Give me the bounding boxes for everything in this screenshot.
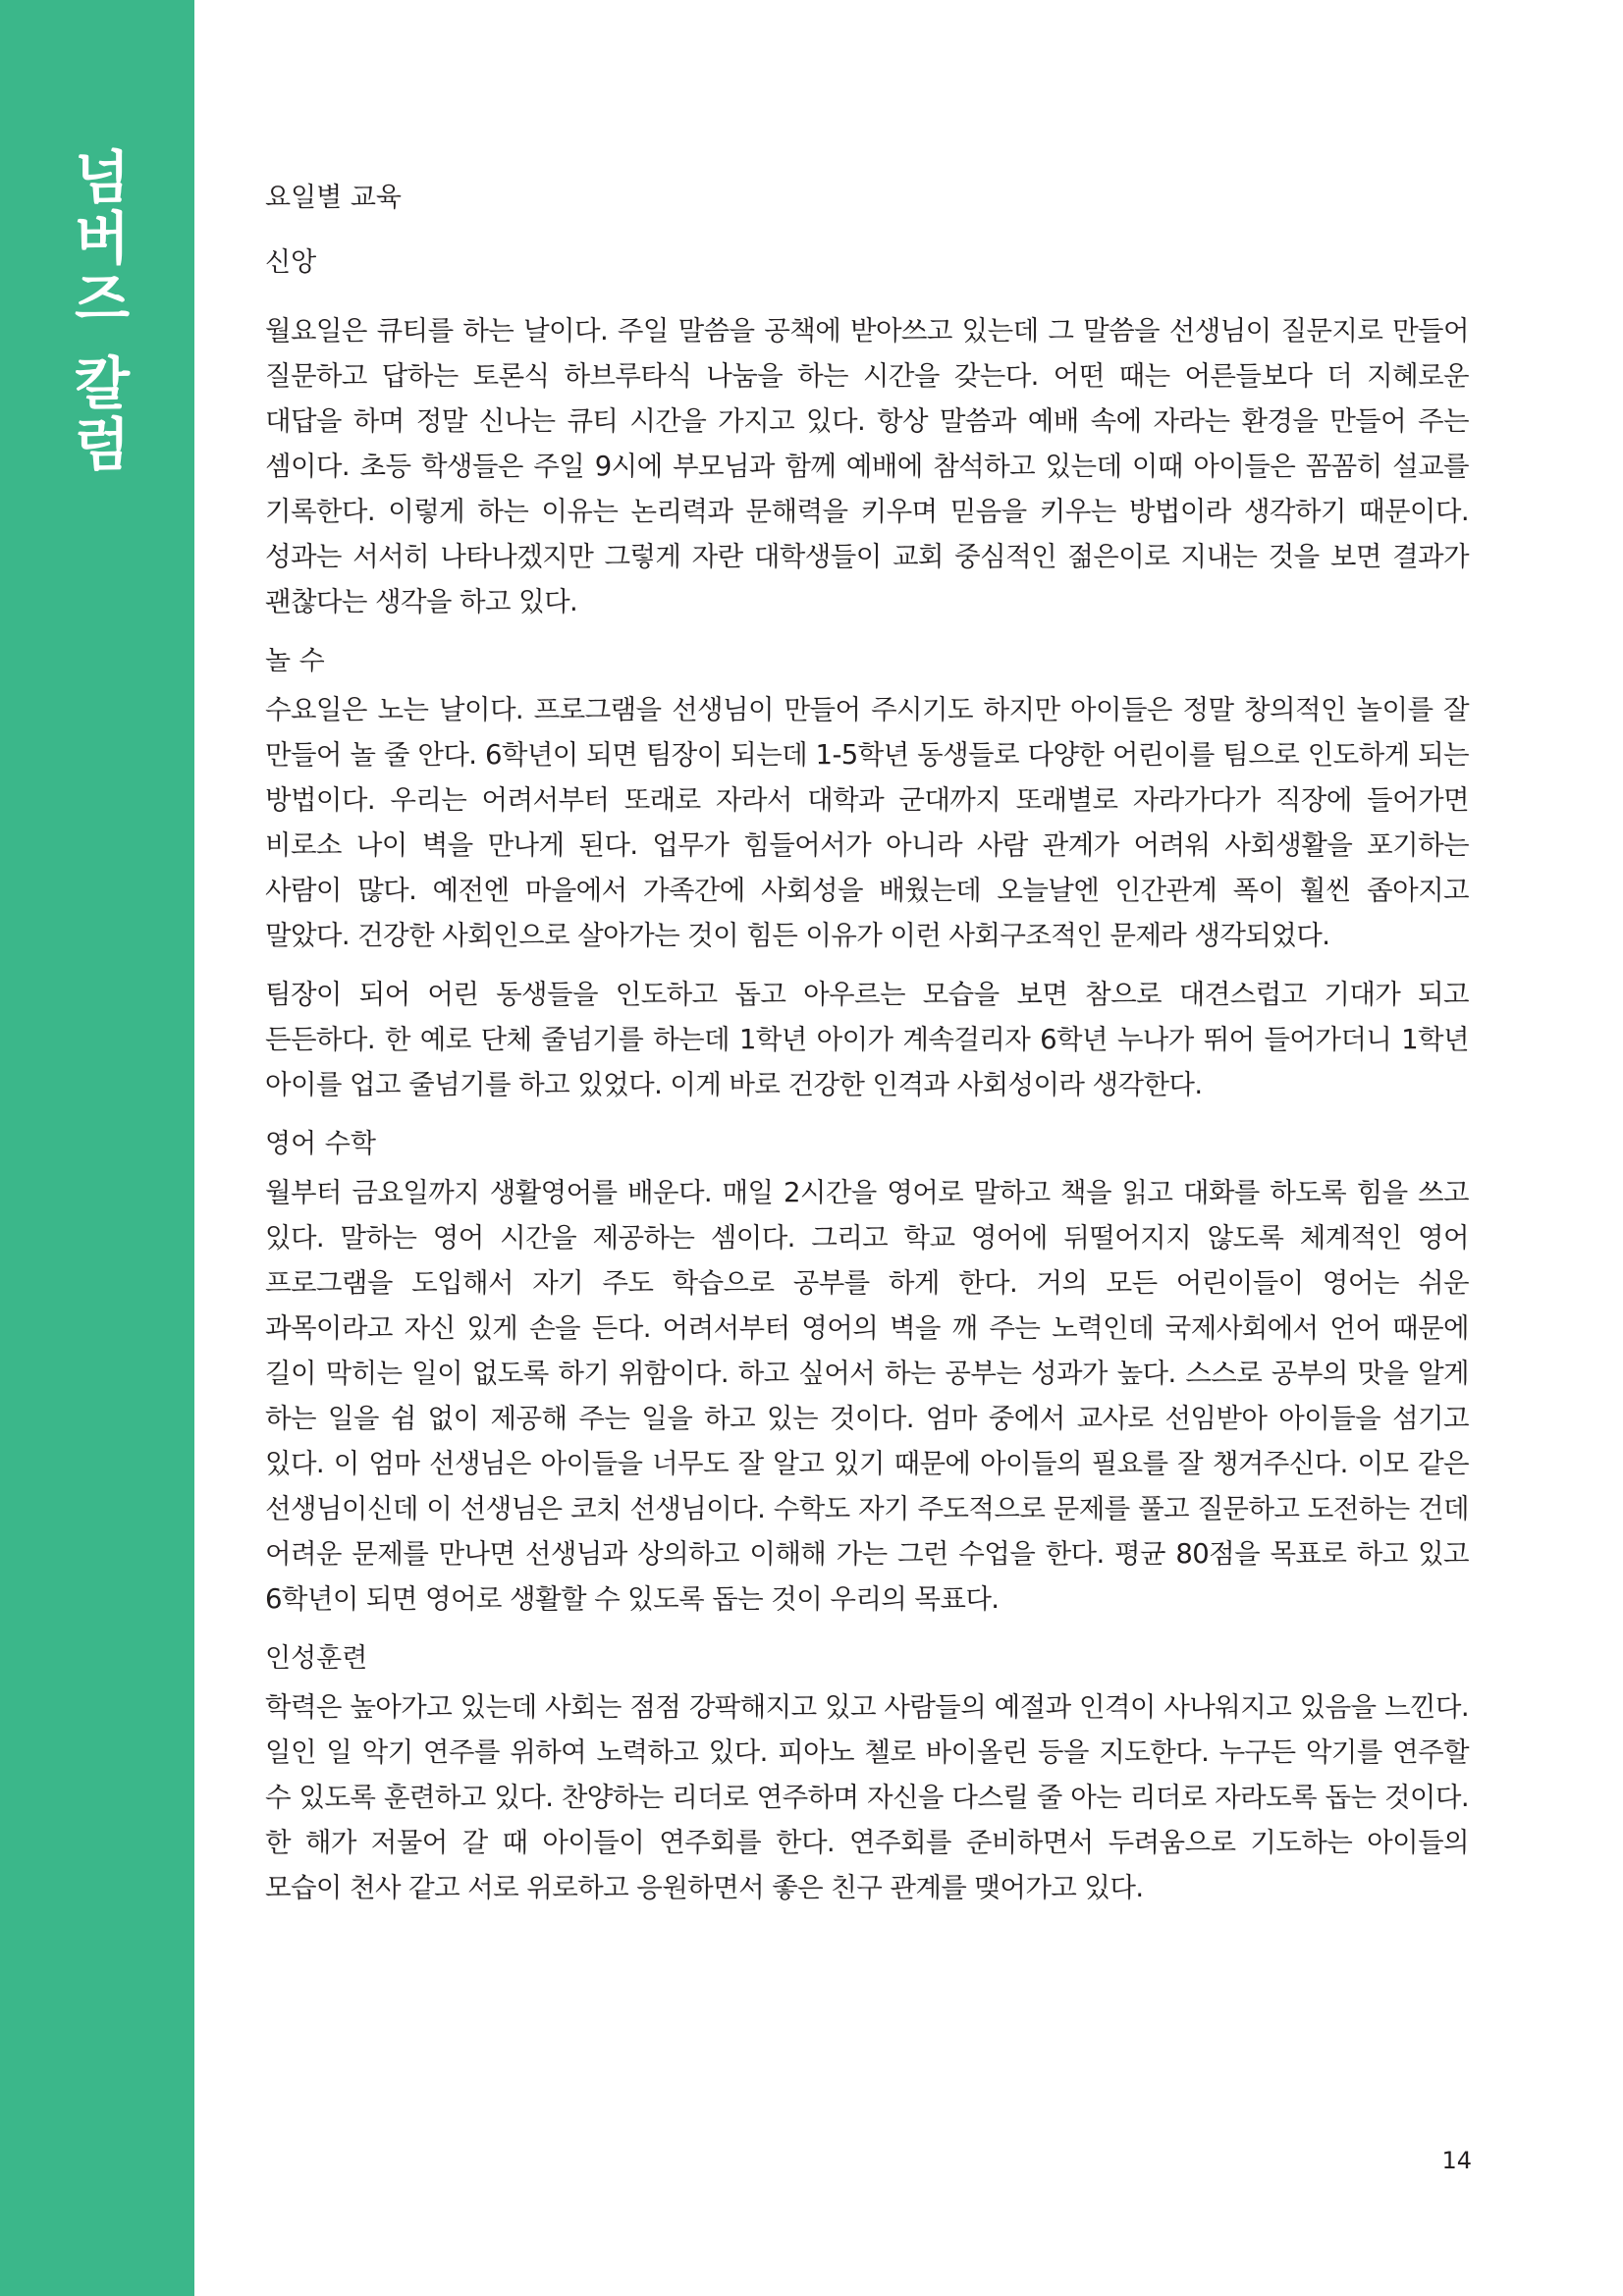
section-heading-play: 놀 수 [265, 646, 325, 676]
paragraph-play-2: 팀장이 되어 어린 동생들을 인도하고 돕고 아우르는 모습을 보면 참으로 대견스럽고 기대가 되고 든든하다. 한 예로 단체 줄넘기를 하는데 1학년 아이가 계속걸리자 6학년 누나가 뛰어 들어가더니 1학년 아이를 업고 줄넘기를 하고 있었다. 이게 바로 건강한 인격과 사회성이라 생각한다. [265, 979, 1469, 1100]
section-heading-english-math: 영어 수학 [265, 1129, 376, 1159]
paragraph-play-1: 수요일은 노는 날이다. 프로그램을 선생님이 만들어 주시기도 하지만 아이들은 정말 창의적인 놀이를 잘 만들어 놀 줄 안다. 6학년이 되면 팀장이 되는데 1-5학년 동생들로 다양한 어린이를 팀으로 인도하게 되는 방법이다. 우리는 어려서부터 또래로 자라서 대학과 군대까지 또래별로 자라가다가 직장에 들어가면 비로소 나이 벽을 만나게 된다. 업무가 힘들어서가 아니라 사람 관계가 어려워 사회생활을 포기하는 사람이 많다. 예전엔 마을에서 가족간에 사회성을 배웠는데 오늘날엔 인간관계 폭이 훨씬 좁아지고 말았다. 건강한 사회인으로 살아가는 것이 힘든 이유가 이런 사회구조적인 문제라 생각되었다. [265, 694, 1469, 951]
page-number: 14 [1441, 2147, 1472, 2174]
sidebar [0, 0, 194, 2296]
paragraph-english-math: 월부터 금요일까지 생활영어를 배운다. 매일 2시간을 영어로 말하고 책을 읽고 대화를 하도록 힘을 쓰고 있다. 말하는 영어 시간을 제공하는 셈이다. 그리고 학교 영어에 뒤떨어지지 않도록 체계적인 영어 프로그램을 도입해서 자기 주도 학습으로 공부를 하게 한다. 거의 모든 어린이들이 영어는 쉬운 과목이라고 자신 있게 손을 든다. 어려서부터 영어의 벽을 깨 주는 노력인데 국제사회에서 언어 때문에 길이 막히는 일이 없도록 하기 위함이다. 하고 싶어서 하는 공부는 성과가 높다. 스스로 공부의 맛을 알게 하는 일을 쉼 없이 제공해 주는 일을 하고 있는 것이다. 엄마 중에서 교사로 선임받아 아이들을 섬기고 있다. 이 엄마 선생님은 아이들을 너무도 잘 알고 있기 때문에 아이들의 필요를 잘 챙겨주신다. 이모 같은 선생님이신데 이 선생님은 코치 선생님이다. 수학도 자기 주도적으로 문제를 풀고 질문하고 도전하는 건데 어려운 문제를 만나면 선생님과 상의하고 이해해 가는 그런 수업을 한다. 평균 80점을 목표로 하고 있고 6학년이 되면 영어로 생활할 수 있도록 돕는 것이 우리의 목표다. [265, 1177, 1469, 1615]
section-heading-faith: 신앙 [265, 247, 317, 278]
article-main-heading: 요일별 교육 [265, 183, 402, 213]
paragraph-faith: 월요일은 큐티를 하는 날이다. 주일 말씀을 공책에 받아쓰고 있는데 그 말씀을 선생님이 질문지로 만들어 질문하고 답하는 토론식 하브루타식 나눔을 하는 시간을 갖는다. 어떤 때는 어른들보다 더 지혜로운 대답을 하며 정말 신나는 큐티 시간을 가지고 있다. 항상 말씀과 예배 속에 자라는 환경을 만들어 주는 셈이다. 초등 학생들은 주일 9시에 부모님과 함께 예배에 참석하고 있는데 이때 아이들은 꼼꼼히 설교를 기록한다. 이렇게 하는 이유는 논리력과 문해력을 키우며 믿음을 키우는 방법이라 생각하기 때문이다. 성과는 서서히 나타나겠지만 그렇게 자란 대학생들이 교회 중심적인 젊은이로 지내는 것을 보면 결과가 괜찮다는 생각을 하고 있다. [265, 315, 1469, 617]
section-heading-character: 인성훈련 [265, 1643, 368, 1674]
article-body [265, 179, 1469, 1910]
sidebar-title: 넘버즈 칼럼 [64, 147, 131, 476]
paragraph-character: 학력은 높아가고 있는데 사회는 점점 강팍해지고 있고 사람들의 예절과 인격이 사나워지고 있음을 느낀다. 일인 일 악기 연주를 위하여 노력하고 있다. 피아노 첼로 바이올린 등을 지도한다. 누구든 악기를 연주할 수 있도록 훈련하고 있다. 찬양하는 리더로 연주하며 자신을 다스릴 줄 아는 리더로 자라도록 돕는 것이다. 한 해가 저물어 갈 때 아이들이 연주회를 한다. 연주회를 준비하면서 두려움으로 기도하는 아이들의 모습이 천사 같고 서로 위로하고 응원하면서 좋은 친구 관계를 맺어가고 있다. [265, 1691, 1469, 1903]
